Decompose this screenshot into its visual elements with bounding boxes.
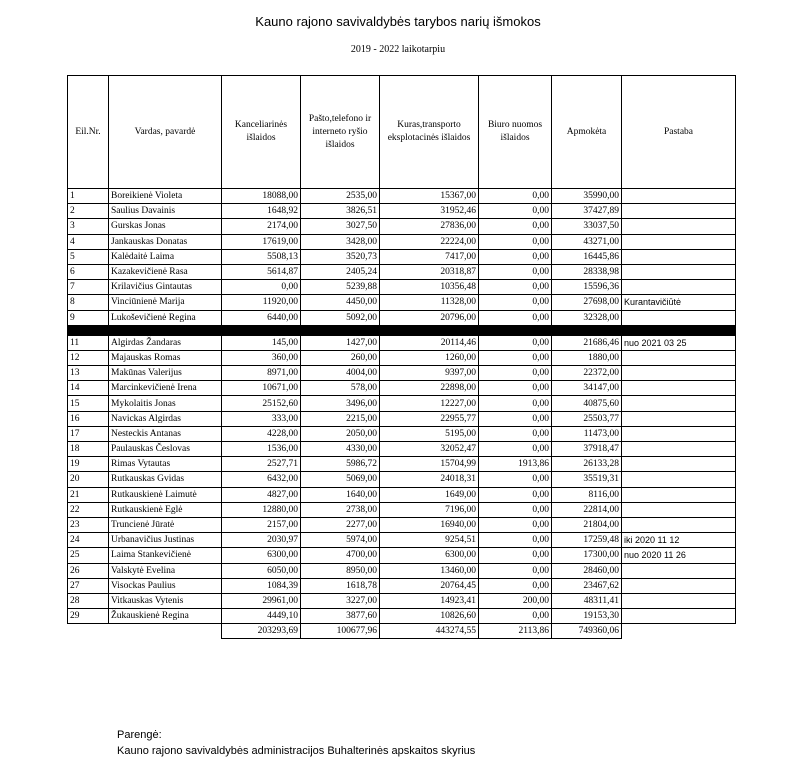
row-fuel: 16940,00 <box>380 517 479 532</box>
totals-blank <box>109 624 222 639</box>
row-phone: 3877,60 <box>301 609 380 624</box>
row-note <box>622 487 736 502</box>
row-paid: 40875,60 <box>552 396 622 411</box>
row-paid: 37918,47 <box>552 442 622 457</box>
row-name: Urbanavičius Justinas <box>109 533 222 548</box>
row-office: 29961,00 <box>222 593 301 608</box>
row-office: 5614,87 <box>222 264 301 279</box>
row-phone: 5239,88 <box>301 280 380 295</box>
row-rent: 0,00 <box>479 189 552 204</box>
row-paid: 22814,00 <box>552 502 622 517</box>
row-rent: 0,00 <box>479 280 552 295</box>
row-note <box>622 264 736 279</box>
row-number: 13 <box>68 366 109 381</box>
row-rent: 0,00 <box>479 381 552 396</box>
redacted-section <box>68 325 736 335</box>
row-number: 3 <box>68 219 109 234</box>
row-note <box>622 411 736 426</box>
row-name: Žukauskienė Regina <box>109 609 222 624</box>
row-rent: 0,00 <box>479 249 552 264</box>
table-row <box>68 381 736 396</box>
row-phone: 5092,00 <box>301 310 380 325</box>
row-note <box>622 219 736 234</box>
row-rent: 0,00 <box>479 335 552 350</box>
row-paid: 16445,86 <box>552 249 622 264</box>
row-note <box>622 442 736 457</box>
header-paid: Apmokėta <box>552 76 622 189</box>
row-number: 27 <box>68 578 109 593</box>
row-name: Jankauskas Donatas <box>109 234 222 249</box>
row-number: 15 <box>68 396 109 411</box>
row-name: Kalėdaitė Laima <box>109 249 222 264</box>
row-fuel: 10356,48 <box>380 280 479 295</box>
row-rent: 0,00 <box>479 563 552 578</box>
table-row <box>68 548 736 563</box>
row-name: Rimas Vytautas <box>109 457 222 472</box>
table-row <box>68 280 736 295</box>
row-office: 4827,00 <box>222 487 301 502</box>
table-body-top <box>68 189 736 326</box>
row-number: 20 <box>68 472 109 487</box>
row-office: 1084,39 <box>222 578 301 593</box>
row-fuel: 1260,00 <box>380 350 479 365</box>
row-phone: 260,00 <box>301 350 380 365</box>
row-note <box>622 426 736 441</box>
table-row <box>68 563 736 578</box>
row-rent: 0,00 <box>479 411 552 426</box>
row-fuel: 15704,99 <box>380 457 479 472</box>
table-row <box>68 234 736 249</box>
row-paid: 27698,00 <box>552 295 622 310</box>
row-note <box>622 457 736 472</box>
row-number: 19 <box>68 457 109 472</box>
table-row <box>68 426 736 441</box>
header-phone: Pašto,telefono ir interneto ryšio išlaidos <box>301 76 380 189</box>
row-office: 5508,13 <box>222 249 301 264</box>
row-rent: 0,00 <box>479 502 552 517</box>
row-phone: 2215,00 <box>301 411 380 426</box>
row-note <box>622 502 736 517</box>
row-fuel: 1649,00 <box>380 487 479 502</box>
row-office: 6432,00 <box>222 472 301 487</box>
row-number: 26 <box>68 563 109 578</box>
row-fuel: 10826,60 <box>380 609 479 624</box>
row-paid: 43271,00 <box>552 234 622 249</box>
row-fuel: 24018,31 <box>380 472 479 487</box>
row-note <box>622 189 736 204</box>
row-fuel: 5195,00 <box>380 426 479 441</box>
row-paid: 37427,89 <box>552 204 622 219</box>
table-row <box>68 472 736 487</box>
table-row <box>68 533 736 548</box>
row-paid: 21804,00 <box>552 517 622 532</box>
row-rent: 0,00 <box>479 396 552 411</box>
row-note <box>622 280 736 295</box>
table-row <box>68 189 736 204</box>
row-phone: 8950,00 <box>301 563 380 578</box>
row-name: Krilavičius Gintautas <box>109 280 222 295</box>
row-number: 21 <box>68 487 109 502</box>
row-rent: 0,00 <box>479 264 552 279</box>
row-fuel: 6300,00 <box>380 548 479 563</box>
row-office: 0,00 <box>222 280 301 295</box>
totals-blank <box>622 624 736 639</box>
table-row <box>68 295 736 310</box>
table-row <box>68 457 736 472</box>
row-phone: 3496,00 <box>301 396 380 411</box>
row-rent: 0,00 <box>479 295 552 310</box>
total-office: 203293,69 <box>222 624 301 639</box>
row-office: 6300,00 <box>222 548 301 563</box>
header-fuel: Kuras,transporto eksplotacinės išlaidos <box>380 76 479 189</box>
row-fuel: 15367,00 <box>380 189 479 204</box>
header-nr: Eil.Nr. <box>68 76 109 189</box>
row-number: 6 <box>68 264 109 279</box>
row-fuel: 9397,00 <box>380 366 479 381</box>
row-number: 5 <box>68 249 109 264</box>
row-number: 18 <box>68 442 109 457</box>
redacted-row <box>68 325 736 335</box>
row-note <box>622 381 736 396</box>
table-row <box>68 502 736 517</box>
row-fuel: 14923,41 <box>380 593 479 608</box>
row-rent: 0,00 <box>479 517 552 532</box>
table-row <box>68 310 736 325</box>
row-number: 23 <box>68 517 109 532</box>
row-paid: 26133,28 <box>552 457 622 472</box>
total-rent: 2113,86 <box>479 624 552 639</box>
row-number: 28 <box>68 593 109 608</box>
row-name: Makūnas Valerijus <box>109 366 222 381</box>
row-name: Mykolaitis Jonas <box>109 396 222 411</box>
table-row <box>68 517 736 532</box>
row-rent: 0,00 <box>479 548 552 563</box>
row-fuel: 22224,00 <box>380 234 479 249</box>
row-number: 16 <box>68 411 109 426</box>
row-phone: 2405,24 <box>301 264 380 279</box>
row-name: Vinciūnienė Marija <box>109 295 222 310</box>
table-row <box>68 219 736 234</box>
row-office: 8971,00 <box>222 366 301 381</box>
row-paid: 8116,00 <box>552 487 622 502</box>
row-note <box>622 366 736 381</box>
row-phone: 4700,00 <box>301 548 380 563</box>
row-phone: 1427,00 <box>301 335 380 350</box>
row-name: Truncienė Jūratė <box>109 517 222 532</box>
row-phone: 2535,00 <box>301 189 380 204</box>
row-paid: 35519,31 <box>552 472 622 487</box>
row-paid: 32328,00 <box>552 310 622 325</box>
row-office: 6050,00 <box>222 563 301 578</box>
row-note <box>622 563 736 578</box>
table-row <box>68 264 736 279</box>
row-fuel: 7417,00 <box>380 249 479 264</box>
row-note <box>622 578 736 593</box>
totals-blank <box>68 624 109 639</box>
row-office: 333,00 <box>222 411 301 426</box>
row-fuel: 31952,46 <box>380 204 479 219</box>
row-name: Rutkauskienė Laimutė <box>109 487 222 502</box>
prepared-by: Kauno rajono savivaldybės administracijos Buhalterinės apskaitos skyrius <box>117 745 476 757</box>
row-fuel: 20796,00 <box>380 310 479 325</box>
row-paid: 17300,00 <box>552 548 622 563</box>
row-rent: 0,00 <box>479 234 552 249</box>
row-office: 4228,00 <box>222 426 301 441</box>
row-office: 18088,00 <box>222 189 301 204</box>
totals-section <box>68 624 736 639</box>
row-rent: 0,00 <box>479 219 552 234</box>
row-paid: 25503,77 <box>552 411 622 426</box>
row-fuel: 11328,00 <box>380 295 479 310</box>
row-paid: 28460,00 <box>552 563 622 578</box>
row-office: 1536,00 <box>222 442 301 457</box>
row-paid: 1880,00 <box>552 350 622 365</box>
row-phone: 3520,73 <box>301 249 380 264</box>
row-office: 12880,00 <box>222 502 301 517</box>
row-note: nuo 2020 11 26 <box>622 548 736 563</box>
row-number: 8 <box>68 295 109 310</box>
row-paid: 48311,41 <box>552 593 622 608</box>
row-paid: 11473,00 <box>552 426 622 441</box>
row-phone: 1640,00 <box>301 487 380 502</box>
row-note <box>622 517 736 532</box>
row-paid: 28338,98 <box>552 264 622 279</box>
row-number: 17 <box>68 426 109 441</box>
row-number: 2 <box>68 204 109 219</box>
row-rent: 0,00 <box>479 442 552 457</box>
row-paid: 21686,46 <box>552 335 622 350</box>
table-row <box>68 487 736 502</box>
table-row <box>68 204 736 219</box>
row-name: Boreikienė Violeta <box>109 189 222 204</box>
row-phone: 4450,00 <box>301 295 380 310</box>
row-number: 24 <box>68 533 109 548</box>
row-note <box>622 204 736 219</box>
row-rent: 200,00 <box>479 593 552 608</box>
header-note: Pastaba <box>622 76 736 189</box>
row-paid: 22372,00 <box>552 366 622 381</box>
row-number: 11 <box>68 335 109 350</box>
row-name: Gurskas Jonas <box>109 219 222 234</box>
row-fuel: 22898,00 <box>380 381 479 396</box>
row-office: 25152,60 <box>222 396 301 411</box>
row-name: Kazakevičienė Rasa <box>109 264 222 279</box>
row-fuel: 27836,00 <box>380 219 479 234</box>
row-phone: 5986,72 <box>301 457 380 472</box>
row-rent: 0,00 <box>479 310 552 325</box>
table-row <box>68 609 736 624</box>
row-rent: 0,00 <box>479 350 552 365</box>
payments-table <box>67 75 736 639</box>
row-number: 25 <box>68 548 109 563</box>
row-rent: 0,00 <box>479 472 552 487</box>
row-phone: 3428,00 <box>301 234 380 249</box>
row-fuel: 20764,45 <box>380 578 479 593</box>
row-rent: 0,00 <box>479 366 552 381</box>
row-phone: 5974,00 <box>301 533 380 548</box>
document-period: 2019 - 2022 laikotarpiu <box>350 44 446 55</box>
table-row <box>68 335 736 350</box>
prepared-label: Parengė: <box>117 729 162 741</box>
row-paid: 15596,36 <box>552 280 622 295</box>
table-row <box>68 411 736 426</box>
row-phone: 2738,00 <box>301 502 380 517</box>
header-office: Kanceliarinės išlaidos <box>222 76 301 189</box>
row-office: 17619,00 <box>222 234 301 249</box>
row-office: 11920,00 <box>222 295 301 310</box>
row-office: 10671,00 <box>222 381 301 396</box>
row-office: 145,00 <box>222 335 301 350</box>
row-number: 7 <box>68 280 109 295</box>
prepared-by-block <box>117 727 475 759</box>
row-office: 6440,00 <box>222 310 301 325</box>
table-row <box>68 249 736 264</box>
row-note: Kurantavičiūtė <box>622 295 736 310</box>
row-office: 2174,00 <box>222 219 301 234</box>
row-fuel: 13460,00 <box>380 563 479 578</box>
table-body-bottom <box>68 335 736 624</box>
row-number: 9 <box>68 310 109 325</box>
row-note: nuo 2021 03 25 <box>622 335 736 350</box>
row-number: 14 <box>68 381 109 396</box>
table-row <box>68 396 736 411</box>
header-rent: Biuro nuomos išlaidos <box>479 76 552 189</box>
row-note <box>622 350 736 365</box>
row-name: Algirdas Žandaras <box>109 335 222 350</box>
row-number: 12 <box>68 350 109 365</box>
row-number: 4 <box>68 234 109 249</box>
row-paid: 33037,50 <box>552 219 622 234</box>
table-row <box>68 593 736 608</box>
total-paid: 749360,06 <box>552 624 622 639</box>
row-fuel: 20318,87 <box>380 264 479 279</box>
row-fuel: 7196,00 <box>380 502 479 517</box>
row-note <box>622 234 736 249</box>
redaction-bar <box>68 325 736 335</box>
row-name: Lukoševičienė Regina <box>109 310 222 325</box>
document-title: Kauno rajono savivaldybės tarybos narių išmokos <box>255 14 541 29</box>
row-rent: 1913,86 <box>479 457 552 472</box>
row-note <box>622 609 736 624</box>
row-fuel: 32052,47 <box>380 442 479 457</box>
row-rent: 0,00 <box>479 578 552 593</box>
row-phone: 3826,51 <box>301 204 380 219</box>
row-phone: 578,00 <box>301 381 380 396</box>
row-name: Saulius Davainis <box>109 204 222 219</box>
row-name: Paulauskas Česlovas <box>109 442 222 457</box>
row-fuel: 22955,77 <box>380 411 479 426</box>
table-row <box>68 366 736 381</box>
row-name: Rutkauskienė Eglė <box>109 502 222 517</box>
row-paid: 23467,62 <box>552 578 622 593</box>
row-name: Visockas Paulius <box>109 578 222 593</box>
row-number: 1 <box>68 189 109 204</box>
row-phone: 4004,00 <box>301 366 380 381</box>
row-note <box>622 593 736 608</box>
row-note: iki 2020 11 12 <box>622 533 736 548</box>
row-office: 2157,00 <box>222 517 301 532</box>
total-phone: 100677,96 <box>301 624 380 639</box>
row-rent: 0,00 <box>479 204 552 219</box>
row-name: Laima Stankevičienė <box>109 548 222 563</box>
row-paid: 35990,00 <box>552 189 622 204</box>
row-fuel: 12227,00 <box>380 396 479 411</box>
row-office: 4449,10 <box>222 609 301 624</box>
row-office: 2527,71 <box>222 457 301 472</box>
row-office: 1648,92 <box>222 204 301 219</box>
row-name: Vitkauskas Vytenis <box>109 593 222 608</box>
row-phone: 5069,00 <box>301 472 380 487</box>
row-paid: 34147,00 <box>552 381 622 396</box>
header-name: Vardas, pavardė <box>109 76 222 189</box>
row-name: Majauskas Romas <box>109 350 222 365</box>
row-paid: 17259,48 <box>552 533 622 548</box>
table-header-row <box>68 76 736 189</box>
table-row <box>68 442 736 457</box>
row-name: Valskytė Evelina <box>109 563 222 578</box>
row-rent: 0,00 <box>479 609 552 624</box>
row-phone: 2277,00 <box>301 517 380 532</box>
row-name: Marcinkevičienė Irena <box>109 381 222 396</box>
row-note <box>622 249 736 264</box>
row-phone: 4330,00 <box>301 442 380 457</box>
row-note <box>622 310 736 325</box>
row-rent: 0,00 <box>479 487 552 502</box>
total-fuel: 443274,55 <box>380 624 479 639</box>
row-note <box>622 396 736 411</box>
row-rent: 0,00 <box>479 426 552 441</box>
row-office: 2030,97 <box>222 533 301 548</box>
table-row <box>68 578 736 593</box>
row-note <box>622 472 736 487</box>
row-phone: 1618,78 <box>301 578 380 593</box>
row-name: Rutkauskas Gvidas <box>109 472 222 487</box>
table-row <box>68 350 736 365</box>
row-fuel: 9254,51 <box>380 533 479 548</box>
row-rent: 0,00 <box>479 533 552 548</box>
row-number: 29 <box>68 609 109 624</box>
totals-row <box>68 624 736 639</box>
row-phone: 3027,50 <box>301 219 380 234</box>
row-phone: 3227,00 <box>301 593 380 608</box>
row-paid: 19153,30 <box>552 609 622 624</box>
row-name: Navickas Algirdas <box>109 411 222 426</box>
row-number: 22 <box>68 502 109 517</box>
row-fuel: 20114,46 <box>380 335 479 350</box>
row-office: 360,00 <box>222 350 301 365</box>
row-phone: 2050,00 <box>301 426 380 441</box>
row-name: Nesteckis Antanas <box>109 426 222 441</box>
